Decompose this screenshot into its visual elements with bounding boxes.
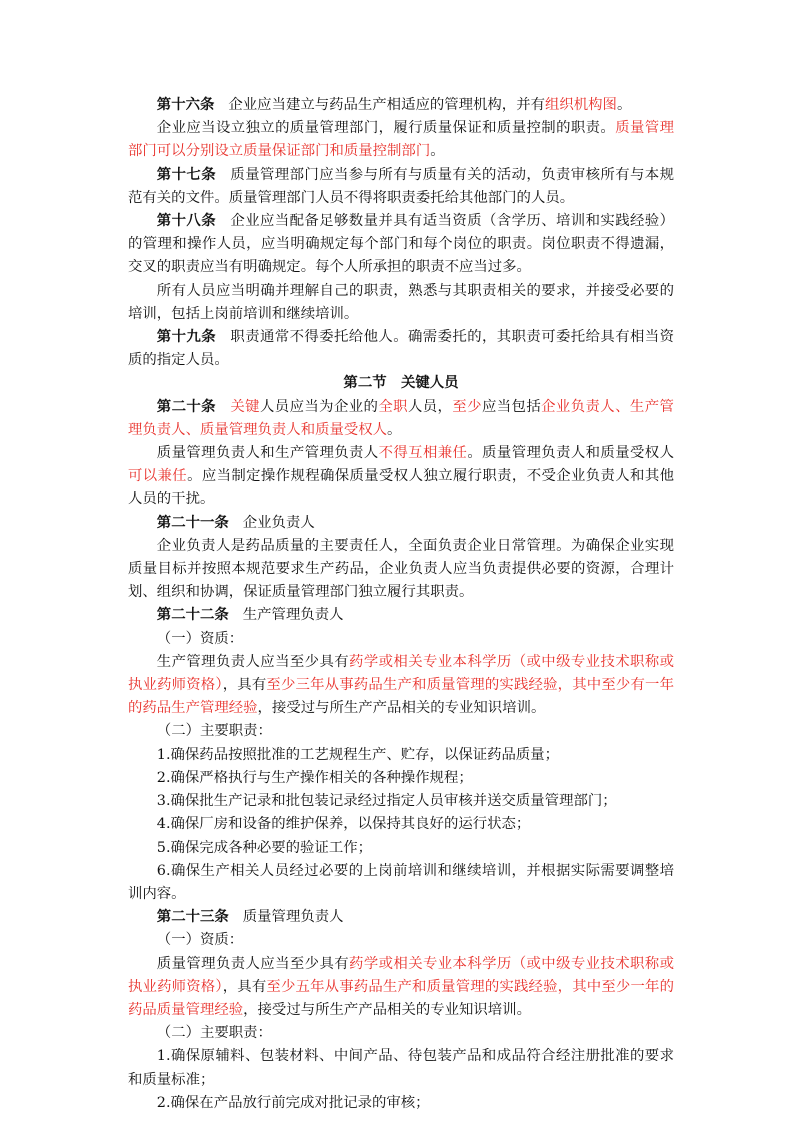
paragraph	[128, 767, 674, 790]
body-text: 1.确保原辅料、包装材料、中间产品、待包装产品和成品符合经注册批准的要求和质量标准；	[128, 1048, 674, 1088]
article-number: 第二十一条	[156, 514, 229, 531]
highlighted-text: 至少五年从事药品生产和质量管理的实践经验，其中至少一年的药品质量管理经验	[128, 978, 674, 1018]
highlighted-text: 至少	[452, 398, 482, 415]
highlighted-text: 组织机构图	[544, 97, 617, 113]
paragraph	[128, 790, 674, 813]
document-page	[128, 94, 674, 1115]
article-number: 第十八条	[156, 213, 216, 230]
paragraph	[128, 117, 674, 163]
body-text: ，接受过与所生产产品相关的专业知识培训。	[243, 1001, 531, 1018]
body-text: 。	[430, 143, 445, 160]
body-text: 质量管理负责人	[242, 909, 344, 926]
paragraph	[128, 744, 674, 767]
paragraph	[128, 326, 674, 372]
body-text: （一）资质：	[156, 932, 244, 949]
body-text: 企业应当配备足够数量并具有适当资质（含学历、培训和实践经验）的管理和操作人员，应当明确规定每个部门和每个岗位的职责。岗位职责不得遗漏，交叉的职责应当有明确规定。每个人所承担的职责不应当过多。	[128, 213, 674, 276]
body-text: 6.确保生产相关人员经过必要的上岗前培训和继续培训，并根据实际需要调整培训内容。	[128, 862, 674, 902]
paragraph	[128, 837, 674, 860]
paragraph	[128, 535, 674, 605]
article-number: 第十六条	[156, 97, 215, 113]
paragraph	[128, 628, 674, 651]
highlighted-text: 质量管理部门可以分别设立质量保证部门和质量控制部门	[128, 120, 674, 160]
paragraph	[128, 512, 674, 535]
body-text: ，接受过与所生产产品相关的专业知识培训。	[257, 700, 546, 717]
paragraph	[128, 164, 674, 210]
body-text: 2.确保严格执行与生产操作相关的各种操作规程；	[156, 769, 473, 786]
highlighted-text: 可以兼任	[128, 468, 188, 485]
paragraph	[128, 953, 674, 1023]
paragraph	[128, 906, 674, 929]
body-text: 企业负责人是药品质量的主要责任人，全面负责企业日常管理。为确保企业实现质量目标并按照本规范要求生产药品，企业负责人应当负责提供必要的资源，合理计划、组织和协调，保证质量管理部门独立履行其职责。	[128, 537, 674, 601]
body-text: 职责通常不得委托给他人。确需委托的，其职责可委托给具有相当资质的指定人员。	[128, 329, 674, 369]
paragraph	[128, 396, 674, 442]
body-text: ，具有	[222, 978, 267, 995]
paragraph	[128, 929, 674, 952]
body-text: 质量管理负责人和生产管理负责人	[156, 445, 379, 462]
section-heading: 第二节 关键人员	[343, 375, 459, 392]
body-text: 质量管理负责人应当至少具有	[156, 955, 350, 972]
paragraph	[128, 1092, 674, 1115]
paragraph	[128, 1022, 674, 1045]
body-text: 1.确保药品按照批准的工艺规程生产、贮存，以保证药品质量；	[156, 746, 560, 763]
body-text: 企业负责人	[242, 514, 315, 531]
paragraph	[128, 94, 674, 117]
highlighted-text: 全职	[378, 398, 408, 415]
body-text: 4.确保厂房和设备的维护保养，以保持其良好的运行状态；	[156, 816, 531, 833]
body-text: 生产管理负责人应当至少具有	[156, 653, 350, 670]
body-text: 2.确保在产品放行前完成对批记录的审核；	[156, 1094, 430, 1111]
article-number: 第十七条	[156, 166, 216, 183]
body-text: ，具有	[222, 677, 267, 694]
article-number: 第二十二条	[156, 607, 229, 624]
body-text: 5.确保完成各种必要的验证工作；	[156, 839, 372, 856]
paragraph	[128, 442, 674, 512]
highlighted-text: 至少三年从事药品生产和质量管理的实践经验，其中至少有一年的药品生产管理经验	[128, 677, 674, 717]
body-text: 。应当制定操作规程确保质量受权人独立履行职责，不受企业负责人和其他人员的干扰。	[128, 468, 674, 508]
highlighted-text: 关键	[229, 398, 260, 415]
body-text: （二）主要职责：	[156, 1025, 272, 1042]
paragraph	[128, 1045, 674, 1091]
paragraph	[128, 280, 674, 326]
body-text: 企业应当设立独立的质量管理部门，履行质量保证和质量控制的职责。	[156, 120, 616, 137]
article-number: 第二十三条	[156, 909, 229, 926]
paragraph	[128, 813, 674, 836]
body-text: （一）资质：	[156, 630, 244, 647]
highlighted-text: 不得互相兼任	[378, 445, 468, 462]
paragraph	[128, 860, 674, 906]
body-text: 企业应当建立与药品生产相适应的管理机构，并有	[228, 97, 545, 113]
body-text: 。	[616, 97, 632, 113]
body-text: 。	[387, 421, 402, 438]
article-number: 第十九条	[156, 329, 216, 346]
body-text: 。质量管理负责人和质量受权人	[467, 445, 674, 462]
body-text: 人员，	[407, 398, 453, 415]
article-number: 第二十条	[156, 398, 216, 415]
paragraph	[128, 720, 674, 743]
highlighted-text: 企业负责人、生产管理负责人、质量管理负责人和质量受权人	[128, 398, 674, 438]
body-text: 生产管理负责人	[242, 607, 344, 624]
highlighted-text: 药学或相关专业本科学历（或中级专业技术职称或执业药师资格）	[128, 653, 674, 694]
highlighted-text: 药学或相关专业本科学历（或中级专业技术职称或执业药师资格）	[128, 955, 674, 995]
body-text: 人员应当为企业的	[259, 398, 379, 415]
paragraph	[128, 651, 674, 721]
body-text: 3.确保批生产记录和批包装记录经过指定人员审核并送交质量管理部门；	[156, 793, 617, 810]
body-text: 应当包括	[481, 398, 542, 415]
body-text: 所有人员应当明确并理解自己的职责，熟悉与其职责相关的要求，并接受必要的培训，包括上岗前培训和继续培训。	[128, 282, 674, 322]
paragraph	[128, 210, 674, 280]
paragraph	[128, 604, 674, 627]
body-text: （二）主要职责：	[156, 723, 272, 740]
body-text: 质量管理部门应当参与所有与质量有关的活动，负责审核所有与本规范有关的文件。质量管理部门人员不得将职责委托给其他部门的人员。	[128, 166, 674, 206]
